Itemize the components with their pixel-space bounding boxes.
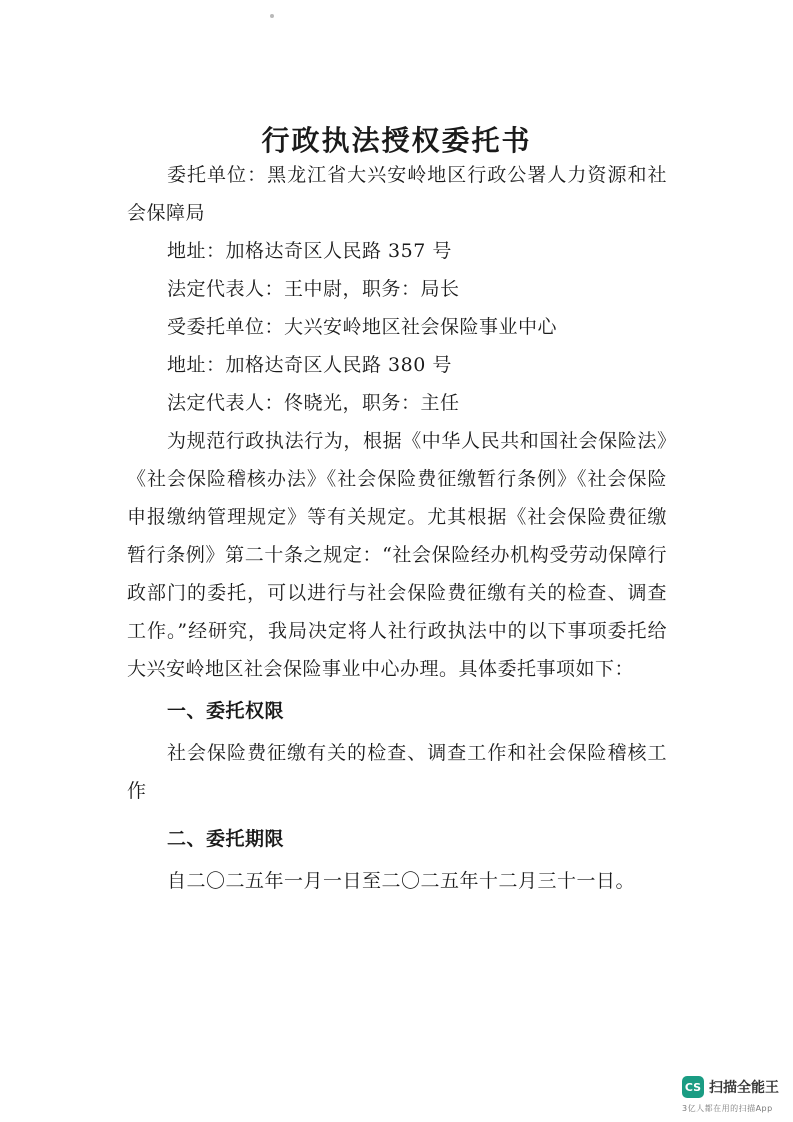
camscanner-watermark xyxy=(682,1076,792,1116)
delegator-representative: 法定代表人：王中尉，职务：局长 xyxy=(167,278,460,300)
document-title: 行政执法授权委托书 xyxy=(261,123,532,157)
body-paragraph: 为规范行政执法行为，根据《中华人民共和国社会保险法》《社会保险稽核办法》《社会保险费征缴暂行条例》《社会保险申报缴纳管理规定》等有关规定。尤其根据《社会保险费征缴暂行条例》第二十条之规定：“社会保险经办机构受劳动保障行政部门的委托，可以进行与社会保险费征缴有关的检查、调查工作。”经研究，我局决定将人社行政执法中的以下事项委托给大兴安岭地区社会保险事业中心办理。具体委托事项如下： xyxy=(127,430,667,680)
section1-text: 社会保险费征缴有关的检查、调查工作和社会保险稽核工作 xyxy=(127,742,667,802)
delegator-address: 地址：加格达奇区人民路 357 号 xyxy=(167,240,452,262)
camscanner-logo-icon: CS xyxy=(682,1076,704,1098)
section1-heading: 一、委托权限 xyxy=(167,700,285,722)
section2-heading: 二、委托期限 xyxy=(167,828,285,850)
section2-text: 自二〇二五年一月一日至二〇二五年十二月三十一日。 xyxy=(167,870,636,892)
delegatee-line: 受委托单位：大兴安岭地区社会保险事业中心 xyxy=(167,316,558,338)
delegator-line: 委托单位：黑龙江省大兴安岭地区行政公署人力资源和社会保障局 xyxy=(127,164,667,224)
delegatee-representative: 法定代表人：佟晓光，职务：主任 xyxy=(167,392,460,414)
document-body xyxy=(127,156,667,900)
scan-mark xyxy=(270,14,274,18)
delegatee-address: 地址：加格达奇区人民路 380 号 xyxy=(167,354,452,376)
watermark-tagline: 3亿人都在用的扫描App xyxy=(682,1104,773,1113)
watermark-app-name: 扫描全能王 xyxy=(709,1080,779,1096)
